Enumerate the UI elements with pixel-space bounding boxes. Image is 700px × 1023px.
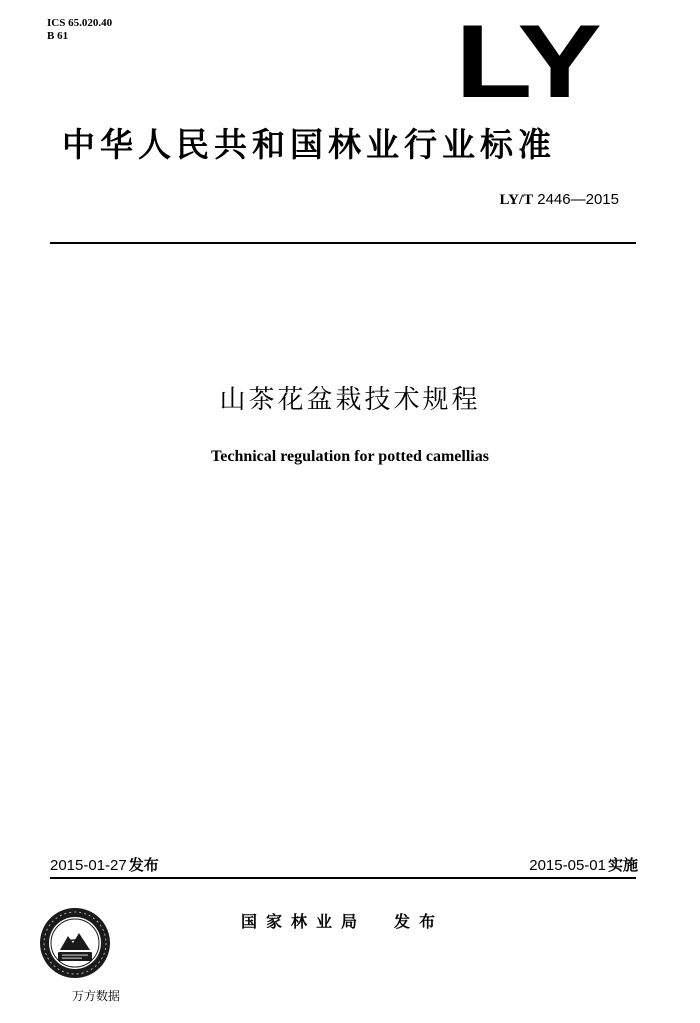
watermark-text: 万方数据 — [72, 989, 121, 1003]
ly-logo: LY — [455, 4, 599, 120]
top-divider — [50, 242, 636, 244]
standard-prefix: LY/T — [499, 192, 534, 208]
document-title-en: Technical regulation for potted camellias — [211, 448, 489, 465]
implementation-date — [529, 856, 638, 875]
publish-label: 发布 — [394, 912, 445, 931]
seal-stamp-icon — [38, 906, 112, 980]
implementation-label: 实施 — [607, 856, 638, 874]
standard-code: 2446—2015 — [537, 191, 619, 208]
publisher — [241, 911, 444, 933]
bottom-divider — [50, 877, 636, 879]
implementation-date-value: 2015-05-01 — [529, 857, 606, 874]
document-title-cn: 山茶花盆栽技术规程 — [219, 385, 481, 415]
publisher-name: 国家林业局 — [241, 912, 367, 931]
issue-date-value: 2015-01-27 — [50, 857, 127, 874]
standard-category-title: 中华人民共和国林业行业标准 — [62, 125, 556, 164]
issue-date — [50, 856, 159, 875]
ccs-code: B 61 — [47, 30, 69, 42]
ics-code: ICS 65.020.40 — [47, 17, 113, 29]
issue-label: 发布 — [128, 856, 159, 874]
standard-number — [499, 191, 619, 209]
